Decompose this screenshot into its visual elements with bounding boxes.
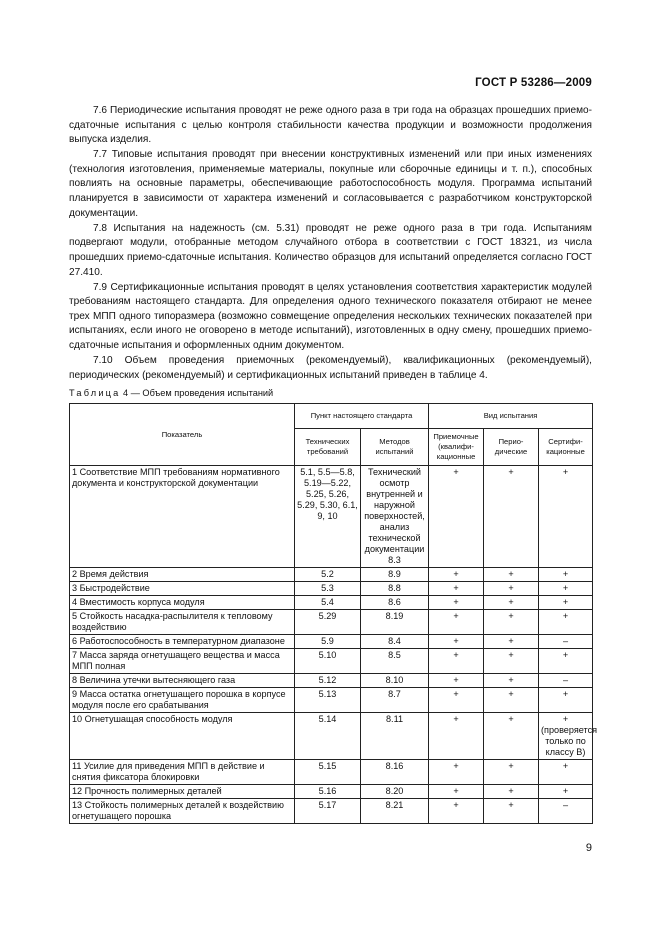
- body-text: [69, 104, 592, 384]
- periodic-mark: +: [484, 582, 539, 596]
- test-method-cell: 8.21: [361, 799, 429, 824]
- header-test-type-group: Вид испытания: [429, 404, 593, 429]
- certification-mark: +: [539, 466, 593, 568]
- header-acceptance: Приемочные (квалифи-кационные: [429, 429, 484, 466]
- certification-mark: +: [539, 568, 593, 582]
- indicator-cell: 5 Стойкость насадка-распылителя к тепловому воздействию: [70, 610, 295, 635]
- paragraph-7-9: 7.9 Сертификационные испытания проводят в целях установления соответствия характеристик модулей требованиям настоящего стандарта. Для определения одного технического показателя отбирают не менее трех МПП одного типоразмера (возможно совмещение определения нескольких технических показателей при испытаниях, если иного не оговорено в методе испытаний), изготовленных в одну смену, прошедших приемо-сдаточные испытания и оформленных одним документом.: [69, 281, 592, 351]
- certification-mark: –: [539, 674, 593, 688]
- certification-mark: +: [539, 610, 593, 635]
- table-row: [70, 760, 593, 785]
- certification-mark: +: [539, 760, 593, 785]
- test-method-cell: 8.9: [361, 568, 429, 582]
- periodic-mark: +: [484, 649, 539, 674]
- paragraph-7-8: 7.8 Испытания на надежность (см. 5.31) проводят не реже одного раза в три года. Испытаниям подвергают модули, отобранные методом случайного отбора в соответствии с ГОСТ 18321, из числа прошедших приемо-сдаточные испытания. Количество образцов для испытаний определяется согласно ГОСТ 27.410.: [69, 222, 592, 278]
- indicator-cell: 9 Масса остатка огнетушащего порошка в корпусе модуля после его срабатывания: [70, 688, 295, 713]
- acceptance-mark: +: [429, 713, 484, 760]
- acceptance-mark: +: [429, 760, 484, 785]
- certification-mark: –: [539, 799, 593, 824]
- table-row: [70, 610, 593, 635]
- page-number: 9: [585, 842, 592, 854]
- periodic-mark: +: [484, 568, 539, 582]
- indicator-cell: 7 Масса заряда огнетушащего вещества и масса МПП полная: [70, 649, 295, 674]
- table-row: [70, 688, 593, 713]
- acceptance-mark: +: [429, 466, 484, 568]
- table-row: [70, 596, 593, 610]
- table-row: [70, 785, 593, 799]
- tech-requirement-cell: 5.17: [295, 799, 361, 824]
- header-periodic: Перио-дические: [484, 429, 539, 466]
- test-method-cell: 8.8: [361, 582, 429, 596]
- certification-mark: +: [539, 785, 593, 799]
- test-method-cell: 8.6: [361, 596, 429, 610]
- tech-requirement-cell: 5.12: [295, 674, 361, 688]
- acceptance-mark: +: [429, 799, 484, 824]
- periodic-mark: +: [484, 674, 539, 688]
- certification-mark: +: [539, 649, 593, 674]
- test-method-cell: 8.16: [361, 760, 429, 785]
- table-row: [70, 568, 593, 582]
- periodic-mark: +: [484, 785, 539, 799]
- indicator-cell: 11 Усилие для приведения МПП в действие и снятия фиксатора блокировки: [70, 760, 295, 785]
- indicator-cell: 8 Величина утечки вытесняющего газа: [70, 674, 295, 688]
- table-row: [70, 799, 593, 824]
- acceptance-mark: +: [429, 635, 484, 649]
- test-method-cell: 8.20: [361, 785, 429, 799]
- table-row: [70, 713, 593, 760]
- tech-requirement-cell: 5.3: [295, 582, 361, 596]
- tech-requirement-cell: 5.4: [295, 596, 361, 610]
- tech-requirement-cell: 5.9: [295, 635, 361, 649]
- acceptance-mark: +: [429, 582, 484, 596]
- acceptance-mark: +: [429, 610, 484, 635]
- periodic-mark: +: [484, 799, 539, 824]
- table-row: [70, 466, 593, 568]
- paragraph-7-6: 7.6 Периодические испытания проводят не реже одного раза в три года на образцах прошедших приемо-сдаточные испытания с целью контроля стабильности качества продукции и возможности продолжения выпуска изделия.: [69, 105, 592, 146]
- periodic-mark: +: [484, 688, 539, 713]
- table-body: [70, 466, 598, 824]
- acceptance-mark: +: [429, 785, 484, 799]
- test-method-cell: 8.4: [361, 635, 429, 649]
- document-id: ГОСТ Р 53286—2009: [475, 77, 592, 89]
- test-scope-table: [69, 403, 598, 824]
- tech-requirement-cell: 5.1, 5.5—5.8, 5.19—5.22, 5.25, 5.26, 5.29, 5.30, 6.1, 9, 10: [295, 466, 361, 568]
- test-method-cell: 8.10: [361, 674, 429, 688]
- tech-requirement-cell: 5.14: [295, 713, 361, 760]
- acceptance-mark: +: [429, 649, 484, 674]
- table-row: [70, 582, 593, 596]
- periodic-mark: +: [484, 635, 539, 649]
- caption-number: 4: [123, 388, 129, 398]
- header-certification: Сертифи-кационные: [539, 429, 593, 466]
- indicator-cell: 2 Время действия: [70, 568, 295, 582]
- paragraph-7-10: 7.10 Объем проведения приемочных (рекомендуемый), квалификационных (рекомендуемый), периодических (рекомендуемый) и сертификационных испытаний приведен в таблице 4.: [69, 355, 592, 381]
- caption-title: — Объем проведения испытаний: [130, 388, 274, 398]
- table-caption: [69, 388, 273, 398]
- header-tech-requirements: Технических требований: [295, 429, 361, 466]
- certification-mark: +: [539, 582, 593, 596]
- certification-mark: + (проверяется только по классу В): [539, 713, 593, 760]
- table-row: [70, 635, 593, 649]
- periodic-mark: +: [484, 466, 539, 568]
- periodic-mark: +: [484, 713, 539, 760]
- table-row: [70, 649, 593, 674]
- indicator-cell: 1 Соответствие МПП требованиям нормативного документа и конструкторской документации: [70, 466, 295, 568]
- tech-requirement-cell: 5.29: [295, 610, 361, 635]
- paragraph-7-7: 7.7 Типовые испытания проводят при внесении конструктивных изменений или при иных изменениях (технология изготовления, применяемые материалы, покупные или сборочные единицы и т. п.), способных повлиять на основные параметры, обеспечивающие работоспособность модуля. Программа испытаний планируется в зависимости от характера изменений и согласовывается с разработчиком конструкторской документации.: [69, 149, 592, 219]
- indicator-cell: 3 Быстродействие: [70, 582, 295, 596]
- certification-mark: –: [539, 635, 593, 649]
- indicator-cell: 13 Стойкость полимерных деталей к воздействию огнетушащего порошка: [70, 799, 295, 824]
- header-indicator: Показатель: [70, 404, 295, 466]
- caption-prefix: Таблица: [69, 388, 121, 398]
- periodic-mark: +: [484, 596, 539, 610]
- periodic-mark: +: [484, 760, 539, 785]
- periodic-mark: +: [484, 610, 539, 635]
- acceptance-mark: +: [429, 674, 484, 688]
- test-method-cell: 8.11: [361, 713, 429, 760]
- table-row: [70, 674, 593, 688]
- acceptance-mark: +: [429, 688, 484, 713]
- header-clause-group: Пункт настоящего стандарта: [295, 404, 429, 429]
- acceptance-mark: +: [429, 568, 484, 582]
- test-method-cell: 8.19: [361, 610, 429, 635]
- certification-mark: +: [539, 688, 593, 713]
- tech-requirement-cell: 5.10: [295, 649, 361, 674]
- indicator-cell: 10 Огнетушащая способность модуля: [70, 713, 295, 760]
- test-method-cell: 8.7: [361, 688, 429, 713]
- acceptance-mark: +: [429, 596, 484, 610]
- indicator-cell: 6 Работоспособность в температурном диапазоне: [70, 635, 295, 649]
- tech-requirement-cell: 5.15: [295, 760, 361, 785]
- indicator-cell: 4 Вместимость корпуса модуля: [70, 596, 295, 610]
- header-test-methods: Методов испытаний: [361, 429, 429, 466]
- certification-mark: +: [539, 596, 593, 610]
- tech-requirement-cell: 5.13: [295, 688, 361, 713]
- test-method-cell: Технический осмотр внутренней и наружной поверхностей, анализ технической документации 8.3: [361, 466, 429, 568]
- tech-requirement-cell: 5.16: [295, 785, 361, 799]
- test-method-cell: 8.5: [361, 649, 429, 674]
- indicator-cell: 12 Прочность полимерных деталей: [70, 785, 295, 799]
- tech-requirement-cell: 5.2: [295, 568, 361, 582]
